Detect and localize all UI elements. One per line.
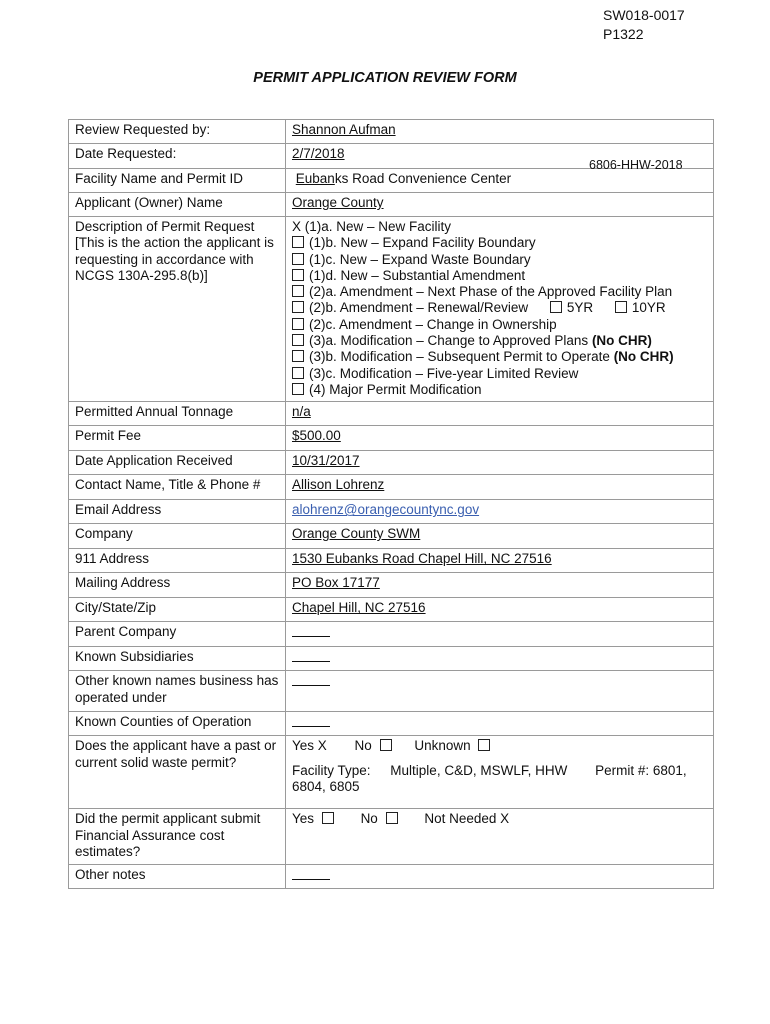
checkbox-5yr[interactable] [550, 301, 562, 313]
option-10yr-label: 10YR [631, 300, 666, 316]
row-label: Date Application Received [69, 451, 286, 475]
checkbox-2a[interactable] [292, 285, 304, 297]
option-3b-label: (3)b. Modification – Subsequent Permit to Operate [309, 349, 610, 365]
row-label: Other known names business has operated under [69, 671, 286, 712]
checkbox-past-permit-no[interactable] [380, 739, 392, 751]
facility-type-value: Multiple, C&D, MSWLF, HHW [390, 762, 568, 778]
table-row [69, 809, 714, 865]
option-4-label: (4) Major Permit Modification [309, 381, 482, 397]
row-value [286, 622, 714, 647]
option-1d-label: (1)d. New – Substantial Amendment [309, 267, 526, 283]
review-requested-by-value: Shannon Aufman [292, 122, 396, 137]
option-3a [292, 333, 707, 349]
past-permit-unknown-label: Unknown [414, 738, 471, 754]
option-2a [292, 284, 707, 300]
date-requested-value: 2/7/2018 [292, 146, 345, 161]
blank-line [292, 624, 330, 637]
document-id [603, 6, 685, 44]
option-2c-label: (2)c. Amendment – Change in Ownership [309, 316, 557, 332]
table-row [69, 524, 714, 549]
table-row [69, 451, 714, 475]
financial-yes-label: Yes [292, 811, 315, 827]
row-label: Review Requested by: [69, 120, 286, 144]
row-value [286, 573, 714, 598]
row-value [286, 598, 714, 622]
row-label: Date Requested: [69, 144, 286, 169]
fee-value: $500.00 [292, 428, 341, 444]
checkbox-2b[interactable] [292, 301, 304, 313]
checkbox-10yr[interactable] [615, 301, 627, 313]
row-value [286, 169, 714, 193]
doc-id-line-2: P1322 [603, 26, 644, 42]
row-label: 911 Address [69, 549, 286, 573]
checkbox-3a[interactable] [292, 334, 304, 346]
checkbox-3c[interactable] [292, 367, 304, 379]
facility-value-rest: ks Road Convenience Center [334, 171, 512, 186]
row-value [286, 426, 714, 451]
option-5yr-label: 5YR [566, 300, 594, 316]
table-row [69, 647, 714, 671]
row-value [286, 712, 714, 736]
row-label: Description of Permit Request [This is the action the applicant is requesting in accordance with NCGS 130A-295.8(b)] [69, 217, 286, 402]
option-2b-label: (2)b. Amendment – Renewal/Review [309, 300, 529, 316]
blank-line [292, 867, 330, 880]
row-value [286, 647, 714, 671]
applicant-value: Orange County [292, 195, 384, 210]
table-row [69, 193, 714, 217]
row-label: Applicant (Owner) Name [69, 193, 286, 217]
email-link[interactable]: alohrenz@orangecountync.gov [292, 502, 480, 518]
city-state-zip-value: Chapel Hill, NC 27516 [292, 600, 426, 616]
option-4 [292, 382, 707, 398]
row-value [286, 549, 714, 573]
past-permit-no-label: No [354, 738, 372, 754]
row-label: Known Subsidiaries [69, 647, 286, 671]
checkbox-2c[interactable] [292, 318, 304, 330]
permit-number-continued: 6804, 6805 [292, 778, 360, 794]
option-1c-label: (1)c. New – Expand Waste Boundary [309, 251, 531, 267]
option-3b-note: (No CHR) [613, 349, 674, 365]
table-row [69, 598, 714, 622]
row-label: Does the applicant have a past or current solid waste permit? [69, 736, 286, 809]
row-value [286, 193, 714, 217]
table-row [69, 671, 714, 712]
option-1d [292, 268, 707, 284]
company-value: Orange County SWM [292, 526, 421, 542]
row-label: Contact Name, Title & Phone # [69, 475, 286, 500]
row-value [286, 451, 714, 475]
blank-line [292, 714, 330, 727]
option-1c [292, 252, 707, 268]
page-title: PERMIT APPLICATION REVIEW FORM [253, 70, 517, 86]
row-label: Did the permit applicant submit Financial Assurance cost estimates? [69, 809, 286, 865]
option-3c [292, 366, 707, 382]
option-2a-label: (2)a. Amendment – Next Phase of the Approved Facility Plan [309, 284, 673, 300]
row-label: Known Counties of Operation [69, 712, 286, 736]
row-value [286, 865, 714, 889]
mailing-value: PO Box 17177 [292, 575, 380, 591]
checkbox-1b[interactable] [292, 236, 304, 248]
row-label: Email Address [69, 500, 286, 524]
option-1a: X (1)a. New – New Facility [292, 219, 452, 234]
hhw-stamp: 6806-HHW-2018 [589, 158, 683, 172]
option-2b [292, 300, 707, 316]
row-value [286, 736, 714, 809]
facility-value-underlined: Euban [295, 171, 335, 186]
row-label: Facility Name and Permit ID [69, 169, 286, 193]
option-2c [292, 317, 707, 333]
table-row [69, 169, 714, 193]
table-row [69, 622, 714, 647]
option-3a-label: (3)a. Modification – Change to Approved Plans [309, 333, 589, 349]
option-1b [292, 235, 707, 251]
blank-line [292, 649, 330, 662]
table-row [69, 217, 714, 402]
permit-request-options [286, 217, 714, 402]
row-label: Parent Company [69, 622, 286, 647]
row-value [286, 809, 714, 865]
tonnage-value: n/a [292, 404, 311, 420]
financial-no-label: No [360, 811, 378, 827]
table-row [69, 712, 714, 736]
table-row [69, 426, 714, 451]
blank-line [292, 673, 330, 686]
checkbox-1c[interactable] [292, 253, 304, 265]
past-permit-yes: Yes X [292, 738, 327, 754]
checkbox-past-permit-unknown[interactable] [478, 739, 490, 751]
row-value [286, 120, 714, 144]
option-3a-note: (No CHR) [591, 333, 652, 349]
table-row [69, 475, 714, 500]
row-value [286, 671, 714, 712]
facility-type-line [292, 763, 707, 779]
option-1b-label: (1)b. New – Expand Facility Boundary [309, 235, 536, 251]
table-row [69, 402, 714, 426]
contact-value: Allison Lohrenz [292, 477, 385, 493]
row-value [286, 524, 714, 549]
table-row [69, 573, 714, 598]
row-value [286, 402, 714, 426]
checkbox-4[interactable] [292, 383, 304, 395]
facility-type-label: Facility Type: [292, 762, 371, 778]
checkbox-3b[interactable] [292, 350, 304, 362]
table-row [69, 736, 714, 809]
table-row [69, 120, 714, 144]
row-label: Permit Fee [69, 426, 286, 451]
table-row [69, 549, 714, 573]
checkbox-financial-yes[interactable] [322, 812, 334, 824]
row-label: Company [69, 524, 286, 549]
past-permit-answers [292, 738, 707, 754]
table-row [69, 865, 714, 889]
table-row [69, 500, 714, 524]
review-form-table [68, 119, 714, 889]
row-value [286, 475, 714, 500]
date-received-value: 10/31/2017 [292, 453, 360, 469]
checkbox-1d[interactable] [292, 269, 304, 281]
address-911-value: 1530 Eubanks Road Chapel Hill, NC 27516 [292, 551, 552, 567]
option-3c-label: (3)c. Modification – Five-year Limited Review [309, 365, 579, 381]
row-value [286, 500, 714, 524]
row-label: Other notes [69, 865, 286, 889]
row-label: Permitted Annual Tonnage [69, 402, 286, 426]
doc-id-line-1: SW018-0017 [603, 7, 685, 23]
permit-number-label: Permit #: 6801, [595, 762, 687, 778]
option-3b [292, 349, 707, 365]
checkbox-financial-no[interactable] [386, 812, 398, 824]
row-label: City/State/Zip [69, 598, 286, 622]
row-label: Mailing Address [69, 573, 286, 598]
financial-not-needed: Not Needed X [424, 811, 510, 827]
